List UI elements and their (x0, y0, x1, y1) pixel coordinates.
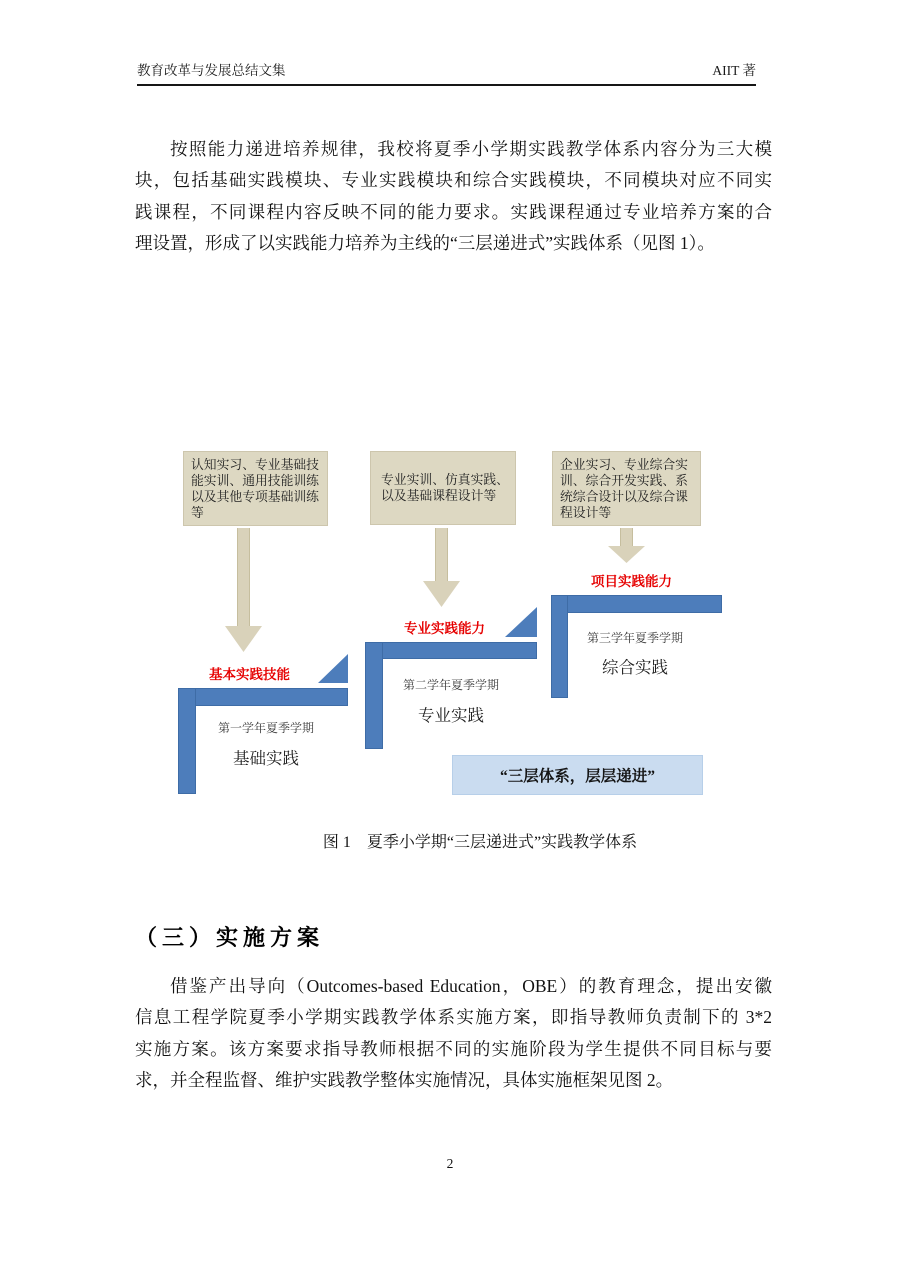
paragraph-line: 块，包括基础实践模块、专业实践模块和综合实践模块，不同模块对应不同实 (135, 170, 772, 191)
down-arrow-icon (237, 528, 250, 626)
body-paragraph (135, 971, 772, 1097)
semester-label: 第一学年夏季学期 (218, 721, 315, 735)
ability-label-basic: 基本实践技能 (209, 667, 290, 682)
header-author: AIIT 著 (712, 63, 756, 78)
figure-caption: 图 1 夏季小学期“三层递进式”实践教学体系 (322, 834, 638, 851)
paragraph-line: 信息工程学院夏季小学期实践教学体系实施方案，即指导教师负责制下的 3*2 (135, 1007, 772, 1028)
step-name: 综合实践 (602, 658, 668, 677)
down-arrow-icon (608, 546, 645, 563)
down-arrow-icon (423, 581, 460, 607)
header-title: 教育改革与发展总结文集 (137, 63, 286, 78)
down-arrow-icon (435, 528, 448, 581)
paragraph-line: 实施方案。该方案要求指导教师根据不同的实施阶段为学生提供不同目标与要 (135, 1038, 772, 1059)
module-box-line: 企业实习、专业综合实 (560, 457, 688, 472)
semester-label: 第三学年夏季学期 (587, 631, 684, 645)
module-box-line: 能实训、通用技能训练 (191, 472, 319, 488)
section-heading: （三）实施方案 (135, 925, 325, 950)
paragraph-line: 理设置，形成了以实践能力培养为主线的“三层递进式”实践体系（见图 1）。 (135, 233, 715, 254)
step-bar (178, 688, 348, 706)
module-box-line: 等 (191, 504, 204, 520)
module-box-comprehensive (552, 451, 701, 526)
module-box-line: 程设计等 (560, 504, 612, 520)
slogan-banner: “三层体系，层层递进” (452, 755, 703, 795)
semester-label: 第二学年夏季学期 (403, 678, 500, 692)
module-box-line: 统综合设计以及综合课 (560, 488, 688, 504)
module-box-line: 训、综合开发实践、系 (560, 472, 688, 488)
down-arrow-icon (225, 626, 262, 652)
step-riser (365, 642, 383, 749)
module-box-line: 以及其他专项基础训练 (191, 488, 319, 504)
down-arrow-icon (620, 528, 633, 546)
step-name: 基础实践 (233, 749, 299, 768)
ability-label-professional: 专业实践能力 (404, 621, 485, 636)
step-bar (365, 642, 537, 659)
paragraph-line: 借鉴产出导向（Outcomes-based Education，OBE）的教育理念，提出安徽 (170, 976, 772, 996)
paragraph-line: 求，并全程监督、维护实践教学整体实施情况，具体实施框架见图 2。 (135, 1070, 674, 1091)
page-number: 2 (446, 1156, 454, 1171)
step-name: 专业实践 (418, 706, 484, 725)
step-bar (551, 595, 722, 613)
step-riser (178, 688, 196, 794)
module-box-line: 认知实习、专业基础技 (191, 457, 319, 472)
step-riser (551, 595, 568, 698)
step-triangle-icon (318, 654, 348, 683)
step-triangle-icon (505, 607, 537, 637)
ability-label-project: 项目实践能力 (591, 574, 672, 589)
module-box-basic (183, 451, 328, 526)
module-box-line: 以及基础课程设计等 (381, 488, 497, 503)
module-box-line: 专业实训、仿真实践、 (381, 472, 509, 488)
module-box-professional (370, 451, 516, 525)
paragraph-line: 按照能力递进培养规律，我校将夏季小学期实践教学体系内容分为三大模 (170, 139, 772, 159)
paragraph-line: 践课程，不同课程内容反映不同的能力要求。实践课程通过专业培养方案的合 (135, 201, 772, 222)
